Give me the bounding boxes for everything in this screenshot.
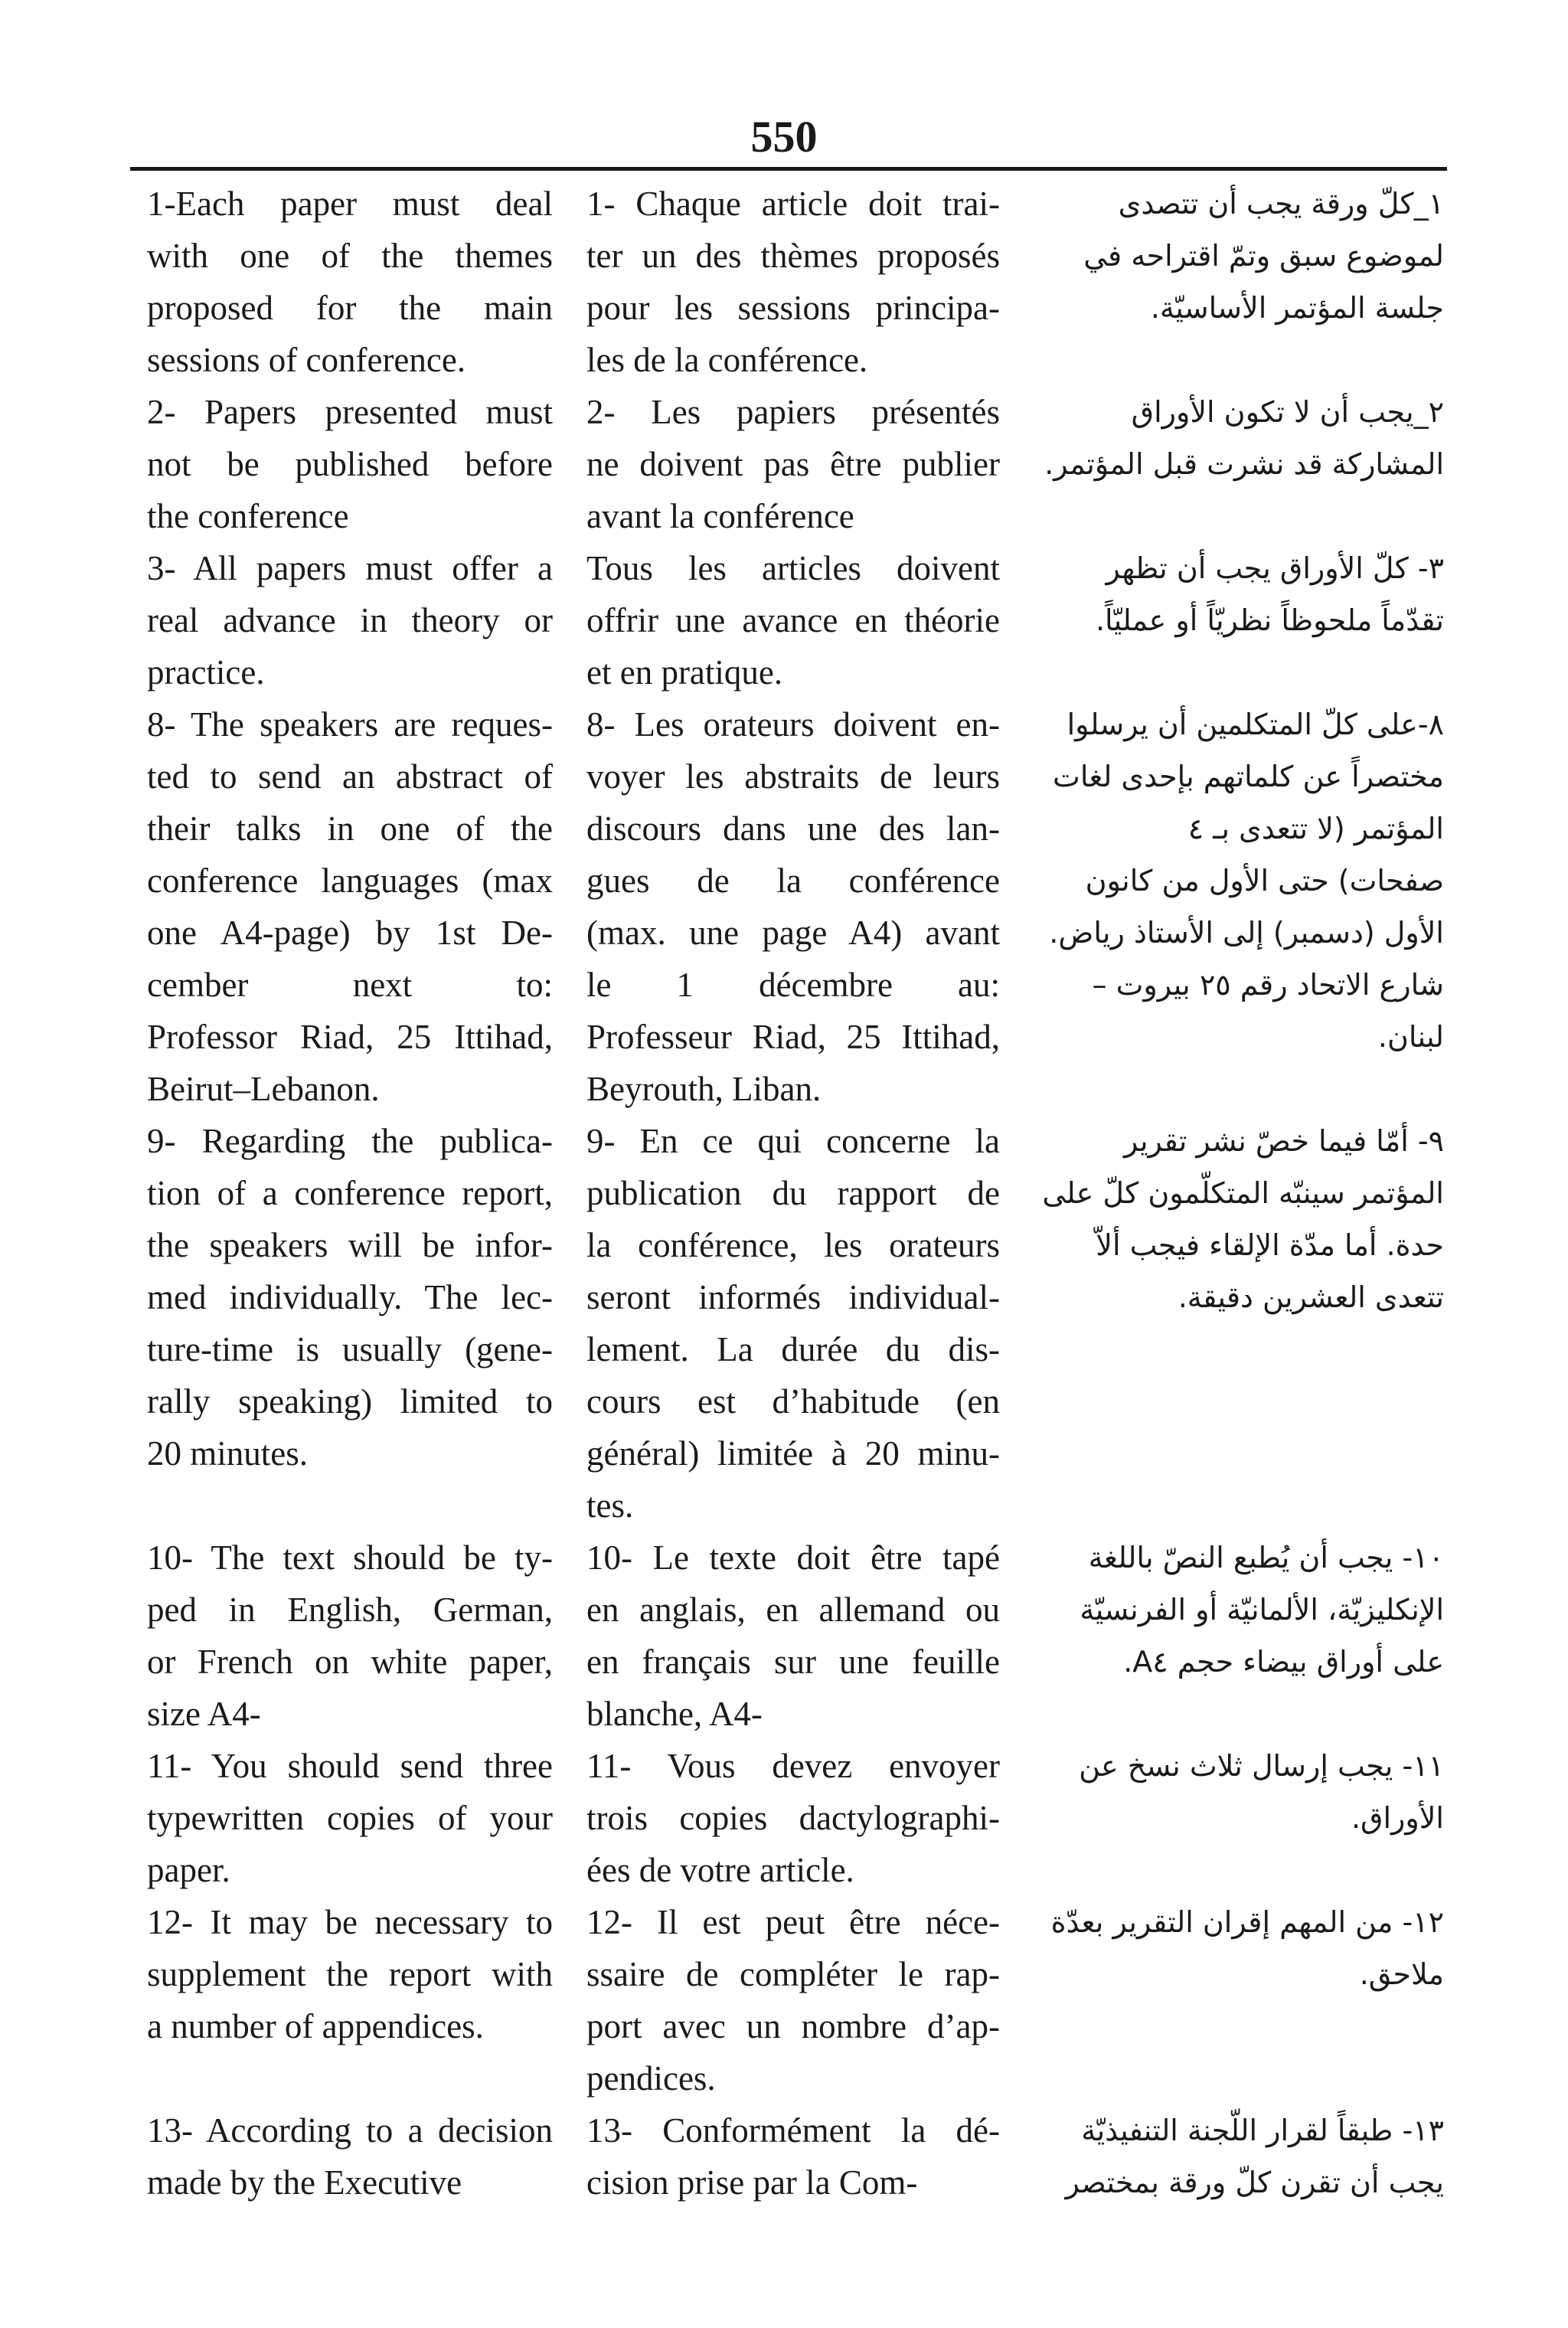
french-text-line: les de la conférence. bbox=[586, 341, 868, 379]
english-paragraph bbox=[147, 178, 553, 386]
arabic-paragraph bbox=[1023, 1115, 1444, 1532]
arabic-text-line bbox=[1023, 646, 1444, 698]
french-text-line: 2- Les papiers présentés bbox=[586, 393, 1000, 431]
english-text-line: size A4- bbox=[147, 1695, 261, 1733]
french-text-line: Tous les articles doivent bbox=[586, 549, 1000, 587]
english-text-line bbox=[147, 1480, 553, 1532]
arabic-text-line bbox=[1023, 1063, 1444, 1115]
english-text-line: supplement the report with bbox=[147, 1955, 553, 1993]
english-text-line: sessions of conference. bbox=[147, 341, 466, 379]
arabic-text-line bbox=[1023, 1323, 1444, 1375]
french-text-line: 8- Les orateurs doivent en- bbox=[586, 705, 1000, 744]
english-paragraph bbox=[147, 1115, 553, 1532]
arabic-text-line bbox=[1023, 1375, 1444, 1427]
french-text-line: cision prise par la Com- bbox=[586, 2163, 918, 2202]
arabic-text-line: المؤتمر (لا تتعدى بـ ٤ bbox=[1187, 812, 1444, 845]
arabic-paragraph bbox=[1023, 2104, 1444, 2209]
arabic-text-line bbox=[1023, 1844, 1444, 1896]
french-paragraph bbox=[586, 178, 1000, 386]
english-paragraph bbox=[147, 2104, 553, 2209]
arabic-paragraph bbox=[1023, 1740, 1444, 1896]
french-paragraph bbox=[586, 1896, 1000, 2104]
french-text-line: cours est d’habitude (en bbox=[586, 1382, 1000, 1421]
english-text-line: 11- You should send three bbox=[147, 1747, 553, 1785]
arabic-text-line: ٩- أمّا فيما خصّ نشر تقرير bbox=[1124, 1124, 1444, 1158]
arabic-text-line: ١٢- من المهم إقران التقرير بعدّة bbox=[1050, 1905, 1444, 1939]
french-paragraph bbox=[586, 1115, 1000, 1532]
english-text-line: proposed for the main bbox=[147, 289, 553, 327]
french-text-line: et en pratique. bbox=[586, 653, 783, 692]
french-text-line: ne doivent pas être publier bbox=[586, 445, 1000, 483]
english-text-line: the conference bbox=[147, 497, 349, 535]
french-text-line: 1- Chaque article doit trai- bbox=[586, 185, 1000, 223]
english-text-line: cember next to: bbox=[147, 966, 553, 1004]
english-text-line: paper. bbox=[147, 1851, 230, 1889]
english-paragraph bbox=[147, 1532, 553, 1740]
arabic-text-line bbox=[1023, 1480, 1444, 1532]
arabic-text-line: ٣- كلّ الأوراق يجب أن تظهر bbox=[1106, 551, 1444, 585]
english-text-line: Beirut–Lebanon. bbox=[147, 1070, 380, 1108]
french-text-line: tes. bbox=[586, 1486, 634, 1525]
english-text-line: tion of a conference report, bbox=[147, 1174, 553, 1212]
french-text-line: pour les sessions principa- bbox=[586, 289, 1000, 327]
arabic-text-line: حدة. أما مدّة الإلقاء فيجب ألاّ bbox=[1096, 1228, 1444, 1262]
arabic-text-line: ٨-على كلّ المتكلمين أن يرسلوا bbox=[1067, 708, 1444, 741]
english-text-line: made by the Executive bbox=[147, 2163, 462, 2202]
arabic-text-line: صفحات) حتى الأول من كانون bbox=[1085, 864, 1444, 898]
english-text-line bbox=[147, 2052, 553, 2104]
english-text-line: 1-Each paper must deal bbox=[147, 185, 553, 223]
french-text-line: en anglais, en allemand ou bbox=[586, 1591, 1000, 1629]
french-text-line: ssaire de compléter le rap- bbox=[586, 1955, 1000, 1993]
english-text-line: 3- All papers must offer a bbox=[147, 549, 553, 587]
french-text-line: ter un des thèmes proposés bbox=[586, 237, 1000, 275]
arabic-text-line bbox=[1023, 1688, 1444, 1740]
arabic-text-line: ١_كلّ ورقة يجب أن تتصدى bbox=[1118, 187, 1444, 221]
arabic-text-line: ١١- يجب إرسال ثلاث نسخ عن bbox=[1079, 1749, 1444, 1783]
arabic-text-line: الأول (دسمبر) إلى الأستاذ رياض. bbox=[1049, 916, 1444, 950]
french-text-line: Beyrouth, Liban. bbox=[586, 1070, 822, 1108]
french-text-line: (max. une page A4) avant bbox=[586, 914, 1000, 952]
arabic-text-line: تتعدى العشرين دقيقة. bbox=[1178, 1280, 1444, 1314]
english-paragraph bbox=[147, 698, 553, 1115]
english-text-line: their talks in one of the bbox=[147, 809, 553, 848]
french-text-line: pendices. bbox=[586, 2059, 716, 2097]
english-text-line: 13- According to a decision bbox=[147, 2111, 553, 2150]
arabic-text-line: الإنكليزيّة، الألمانيّة أو الفرنسيّة bbox=[1080, 1593, 1444, 1627]
arabic-paragraph bbox=[1023, 178, 1444, 386]
english-text-line: 10- The text should be ty- bbox=[147, 1538, 553, 1577]
arabic-text-line bbox=[1023, 2052, 1444, 2104]
french-text-line: lement. La durée du dis- bbox=[586, 1330, 1000, 1368]
french-text-line: 12- Il est peut être néce- bbox=[586, 1903, 1000, 1941]
french-text-line: seront informés individual- bbox=[586, 1278, 1000, 1316]
arabic-text-line bbox=[1023, 1427, 1444, 1480]
french-text-line: 13- Conformément la dé- bbox=[586, 2111, 1000, 2150]
french-text-line: général) limitée à 20 minu- bbox=[586, 1434, 1000, 1473]
english-text-line: a number of appendices. bbox=[147, 2007, 484, 2045]
arabic-column bbox=[1023, 178, 1444, 2209]
header-rule bbox=[130, 167, 1447, 171]
english-text-line: Professor Riad, 25 Ittihad, bbox=[147, 1018, 553, 1056]
english-text-line: practice. bbox=[147, 653, 265, 692]
arabic-text-line: ملاحق. bbox=[1359, 1957, 1444, 1991]
french-paragraph bbox=[586, 698, 1000, 1115]
french-paragraph bbox=[586, 1532, 1000, 1740]
french-text-line: port avec un nombre d’ap- bbox=[586, 2007, 1000, 2045]
french-text-line: 9- En ce qui concerne la bbox=[586, 1122, 1000, 1160]
english-text-line: 2- Papers presented must bbox=[147, 393, 553, 431]
arabic-text-line: المؤتمر سينبّه المتكلّمون كلّ على bbox=[1042, 1176, 1444, 1210]
english-text-line: conference languages (max bbox=[147, 862, 553, 900]
arabic-text-line: شارع الاتحاد رقم ٢٥ بيروت – bbox=[1092, 968, 1444, 1002]
french-text-line: gues de la conférence bbox=[586, 862, 1000, 900]
arabic-text-line: ٢_يجب أن لا تكون الأوراق bbox=[1131, 395, 1444, 429]
page-number: 550 bbox=[750, 112, 818, 162]
english-text-line: ted to send an abstract of bbox=[147, 757, 553, 796]
arabic-paragraph bbox=[1023, 386, 1444, 542]
french-text-line: avant la conférence bbox=[586, 497, 854, 535]
french-paragraph bbox=[586, 2104, 1000, 2209]
english-text-line: real advance in theory or bbox=[147, 601, 553, 639]
french-text-line: offrir une avance en théorie bbox=[586, 601, 1000, 639]
arabic-paragraph bbox=[1023, 698, 1444, 1115]
french-text-line: en français sur une feuille bbox=[586, 1643, 1000, 1681]
arabic-text-line bbox=[1023, 490, 1444, 542]
french-text-line: blanche, A4- bbox=[586, 1695, 763, 1733]
french-text-line: 10- Le texte doit être tapé bbox=[586, 1538, 1000, 1577]
english-text-line: ture-time is usually (gene- bbox=[147, 1330, 553, 1368]
arabic-paragraph bbox=[1023, 542, 1444, 698]
arabic-text-line: ١٠- يجب أن يُطبع النصّ باللغة bbox=[1088, 1541, 1444, 1574]
english-text-line: ped in English, German, bbox=[147, 1591, 553, 1629]
english-text-line: one A4-page) by 1st De- bbox=[147, 914, 553, 952]
arabic-text-line: لبنان. bbox=[1377, 1020, 1444, 1054]
french-text-line: 11- Vous devez envoyer bbox=[586, 1747, 1000, 1785]
english-text-line: the speakers will be infor- bbox=[147, 1226, 553, 1264]
english-text-line: with one of the themes bbox=[147, 237, 553, 275]
arabic-text-line: يجب أن تقرن كلّ ورقة بمختصر bbox=[1065, 2166, 1444, 2199]
french-paragraph bbox=[586, 386, 1000, 542]
arabic-paragraph bbox=[1023, 1532, 1444, 1740]
arabic-text-line: على أوراق بيضاء حجم A٤. bbox=[1123, 1645, 1444, 1679]
english-paragraph bbox=[147, 542, 553, 698]
french-text-line: publication du rapport de bbox=[586, 1174, 1000, 1212]
english-text-line: 12- It may be necessary to bbox=[147, 1903, 553, 1941]
arabic-text-line: لموضوع سبق وتمّ اقتراحه في bbox=[1083, 239, 1444, 273]
french-paragraph bbox=[586, 1740, 1000, 1896]
french-paragraph bbox=[586, 542, 1000, 698]
english-text-line: 20 minutes. bbox=[147, 1434, 308, 1473]
english-paragraph bbox=[147, 1896, 553, 2104]
english-text-line: med individually. The lec- bbox=[147, 1278, 553, 1316]
french-text-line: Professeur Riad, 25 Ittihad, bbox=[586, 1018, 1000, 1056]
french-text-line: la conférence, les orateurs bbox=[586, 1226, 1000, 1264]
arabic-text-line: المشاركة قد نشرت قبل المؤتمر. bbox=[1044, 447, 1444, 481]
arabic-text-line: ١٣- طبقاً لقرار اللّجنة التنفيذيّة bbox=[1081, 2114, 1444, 2147]
english-paragraph bbox=[147, 1740, 553, 1896]
english-paragraph bbox=[147, 386, 553, 542]
english-text-line: typewritten copies of your bbox=[147, 1799, 553, 1837]
arabic-text-line: مختصراً عن كلماتهم بإحدى لغات bbox=[1053, 760, 1444, 793]
french-text-line: voyer les abstraits de leurs bbox=[586, 757, 1000, 796]
french-text-line: ées de votre article. bbox=[586, 1851, 854, 1889]
arabic-text-line bbox=[1023, 2000, 1444, 2052]
french-text-line: trois copies dactylographi- bbox=[586, 1799, 1000, 1837]
french-column bbox=[586, 178, 1000, 2209]
french-text-line: le 1 décembre au: bbox=[586, 966, 1000, 1004]
arabic-text-line: جلسة المؤتمر الأساسيّة. bbox=[1150, 291, 1444, 325]
english-text-line: not be published before bbox=[147, 445, 553, 483]
arabic-text-line bbox=[1023, 334, 1444, 386]
arabic-text-line: تقدّماً ملحوظاً نظريّاً أو عمليّاً. bbox=[1095, 603, 1444, 637]
english-text-line: 9- Regarding the publica- bbox=[147, 1122, 553, 1160]
english-column bbox=[147, 178, 553, 2209]
english-text-line: 8- The speakers are reques- bbox=[147, 705, 553, 744]
arabic-text-line: الأوراق. bbox=[1351, 1801, 1444, 1835]
french-text-line: discours dans une des lan- bbox=[586, 809, 1000, 848]
english-text-line: or French on white paper, bbox=[147, 1643, 553, 1681]
english-text-line: rally speaking) limited to bbox=[147, 1382, 553, 1421]
arabic-paragraph bbox=[1023, 1896, 1444, 2104]
